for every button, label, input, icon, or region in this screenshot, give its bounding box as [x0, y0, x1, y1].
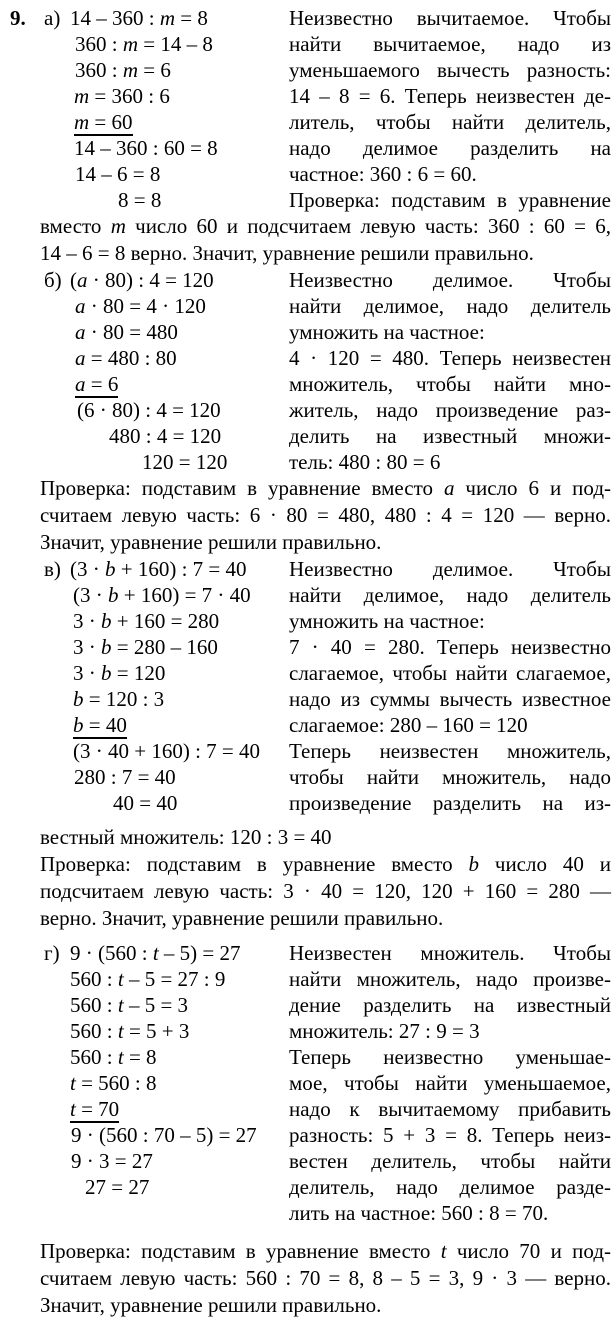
- part-label: г): [44, 941, 60, 965]
- explanation-column: [289, 267, 615, 475]
- part-a: [0, 5, 615, 213]
- equation-line: [73, 582, 289, 608]
- paragraph-line: подсчитаем левую часть: 3 · 40 = 120, 120 + 160 = 280 —: [40, 879, 611, 903]
- equations-column: [0, 267, 289, 475]
- part-g: [0, 940, 615, 1226]
- explanation-line: Проверка: подставим в уравнение: [289, 188, 611, 212]
- paragraph-line: Значит, уравнение решили правильно.: [40, 1293, 382, 1317]
- equation-text: 360 : m = 14 – 8: [75, 32, 213, 56]
- equation-line: [70, 992, 289, 1018]
- paragraph-line: считаем левую часть: 6 · 80 = 480, 480 : 4 = 120 — верно.: [40, 503, 611, 527]
- equation-line: [73, 660, 289, 686]
- parts-container: [0, 5, 615, 1319]
- explanation-line: Неизвестно вычитаемое. Чтобы: [289, 6, 611, 30]
- explanation-line: слагаемое, чтобы найти слагаемое,: [289, 661, 611, 685]
- problem-number: 9.: [10, 6, 26, 30]
- equation-line: [75, 293, 289, 319]
- equation-line: [44, 556, 289, 582]
- equation-text: 14 – 6 = 8: [75, 162, 161, 186]
- equation-text: 360 : m = 6: [75, 58, 171, 82]
- equations-column: [0, 940, 289, 1226]
- explanation-column: [289, 940, 615, 1226]
- part-label: а): [44, 6, 61, 30]
- equation-text: 480 : 4 = 120: [109, 424, 222, 448]
- equation-text: 120 = 120: [142, 450, 228, 474]
- explanation-line: произведение разделить на из-: [289, 791, 611, 815]
- equation-text: 560 : t – 5 = 3: [70, 993, 189, 1017]
- explanation-line: 7 · 40 = 280. Теперь неизвестно: [289, 635, 611, 659]
- part-b: [0, 267, 615, 475]
- equation-line: [74, 764, 289, 790]
- explanation-line: 14 – 8 = 6. Теперь неизвестен де-: [289, 84, 611, 108]
- equation-line: [142, 449, 289, 475]
- equation-line: [75, 57, 289, 83]
- check-paragraph-b: [0, 475, 615, 556]
- explanation-line: надо делимое разделить на: [289, 136, 611, 160]
- explanation-line: найти делимое, надо делитель: [289, 294, 611, 318]
- equation-text: b = 120 : 3: [73, 687, 165, 711]
- explanation-line: тель: 480 : 80 = 6: [289, 450, 441, 474]
- equation-text: a = 6: [75, 372, 119, 396]
- explanation-line: надо из суммы вычесть известное: [289, 687, 611, 711]
- paragraph-line: Проверка: подставим в уравнение вместо t число 70 и под-: [40, 1239, 611, 1263]
- paragraph-line: вестный множитель: 120 : 3 = 40: [40, 825, 332, 849]
- equation-line: [75, 319, 289, 345]
- equation-text: 14 – 360 : m = 8: [70, 6, 208, 30]
- explanation-line: вестен делитель, чтобы найти: [289, 1149, 611, 1173]
- equation-line: [75, 371, 289, 397]
- paragraph-line: Проверка: подставим в уравнение вместо b число 40 и: [40, 852, 611, 876]
- equation-line: [74, 135, 289, 161]
- explanation-line: литель, чтобы найти делитель,: [289, 110, 611, 134]
- paragraph-line: 14 – 6 = 8 верно. Значит, уравнение решили правильно.: [40, 241, 534, 265]
- equation-text: 3 · b = 280 – 160: [73, 635, 218, 659]
- equation-line: [70, 1096, 289, 1122]
- equation-line: [71, 1148, 289, 1174]
- equation-text: 560 : t = 8: [70, 1045, 157, 1069]
- equation-text: 14 – 360 : 60 = 8: [74, 136, 218, 160]
- paragraph-line: верно. Значит, уравнение решили правильно.: [40, 906, 444, 930]
- paragraph-line: вместо m число 60 и подсчитаем левую часть: 360 : 60 = 6,: [40, 214, 611, 238]
- equation-text: 560 : t – 5 = 27 : 9: [70, 967, 226, 991]
- equation-text: 9 · (560 : 70 – 5) = 27: [71, 1123, 257, 1147]
- explanation-line: умножить на частное:: [289, 609, 485, 633]
- equation-text: m = 60: [74, 110, 133, 134]
- equation-line: [44, 940, 289, 966]
- explanation-line: разность: 5 + 3 = 8. Теперь неиз-: [289, 1123, 611, 1147]
- equation-text: a = 480 : 80: [75, 346, 177, 370]
- explanation-line: мое, чтобы найти уменьшаемое,: [289, 1071, 611, 1095]
- check-paragraph-v: [0, 824, 615, 932]
- equation-line: [73, 712, 289, 738]
- equation-text: a · 80 = 480: [75, 320, 178, 344]
- explanation-line: найти вычитаемое, надо из: [289, 32, 611, 56]
- equation-text: (3 · b + 160) = 7 · 40: [73, 583, 251, 607]
- check-paragraph-a: [0, 213, 615, 267]
- explanation-line: слагаемое: 280 – 160 = 120: [289, 713, 528, 737]
- equation-line: [85, 1174, 289, 1200]
- explanation-line: делитель, надо делимое разде-: [289, 1175, 611, 1199]
- equation-text: 280 : 7 = 40: [74, 765, 176, 789]
- paragraph-line: считаем левую часть: 560 : 70 = 8, 8 – 5 = 3, 9 · 3 — верно.: [40, 1266, 611, 1290]
- explanation-column: [289, 556, 615, 816]
- equation-line: [113, 790, 289, 816]
- equation-text: 9 · 3 = 27: [71, 1149, 153, 1173]
- equation-line: [73, 738, 289, 764]
- equation-text: t = 70: [70, 1097, 120, 1121]
- equation-text: 40 = 40: [113, 791, 178, 815]
- explanation-line: лить на частное: 560 : 8 = 70.: [289, 1201, 549, 1225]
- part-v: [0, 556, 615, 816]
- explanation-line: житель, надо произведение раз-: [289, 398, 611, 422]
- paragraph-line: Значит, уравнение решили правильно.: [40, 530, 382, 554]
- equation-line: [73, 634, 289, 660]
- equation-line: [75, 161, 289, 187]
- equation-line: [77, 397, 289, 423]
- equation-text: 27 = 27: [85, 1175, 150, 1199]
- equation-text: 3 · b = 120: [73, 661, 166, 685]
- explanation-line: найти множитель, надо произве-: [289, 967, 611, 991]
- explanation-line: чтобы найти множитель, надо: [289, 765, 611, 789]
- explanation-line: дение разделить на известный: [289, 993, 611, 1017]
- equation-text: (3 · 40 + 160) : 7 = 40: [73, 739, 261, 763]
- equation-line: [74, 109, 289, 135]
- equation-text: (3 · b + 160) : 7 = 40: [70, 557, 247, 581]
- equations-column: [0, 556, 289, 816]
- equation-line: [70, 1070, 289, 1096]
- explanation-line: делить на известный множи-: [289, 424, 611, 448]
- equation-text: 8 = 8: [118, 188, 162, 212]
- equation-line: [70, 966, 289, 992]
- equation-line: [71, 1122, 289, 1148]
- explanation-line: частное: 360 : 6 = 60.: [289, 162, 477, 186]
- equation-line: [118, 187, 289, 213]
- equation-text: m = 360 : 6: [74, 84, 170, 108]
- equations-column: [0, 5, 289, 213]
- explanation-line: 4 · 120 = 480. Теперь неизвестен: [289, 346, 611, 370]
- equation-text: (6 · 80) : 4 = 120: [77, 398, 221, 422]
- equation-line: [109, 423, 289, 449]
- part-label: в): [44, 557, 61, 581]
- equation-line: [74, 83, 289, 109]
- equation-text: 9 · (560 : t – 5) = 27: [70, 941, 241, 965]
- equation-text: 3 · b + 160 = 280: [73, 609, 220, 633]
- equation-line: [70, 1044, 289, 1070]
- explanation-line: уменьшаемого вычесть разность:: [289, 58, 611, 82]
- check-paragraph-g: [0, 1238, 615, 1319]
- equation-text: (a · 80) : 4 = 120: [70, 268, 214, 292]
- explanation-line: Неизвестно делимое. Чтобы: [289, 557, 611, 581]
- equation-line: [75, 31, 289, 57]
- equation-text: 560 : t = 5 + 3: [70, 1019, 190, 1043]
- explanation-line: Теперь неизвестен множитель,: [289, 739, 611, 763]
- explanation-line: Неизвестно делимое. Чтобы: [289, 268, 611, 292]
- explanation-line: множитель, чтобы найти мно-: [289, 372, 611, 396]
- explanation-column: [289, 5, 615, 213]
- paragraph-line: Проверка: подставим в уравнение вместо a число 6 и под-: [40, 476, 611, 500]
- equation-line: [73, 608, 289, 634]
- equation-line: [73, 686, 289, 712]
- equation-line: [44, 267, 289, 293]
- explanation-line: умножить на частное:: [289, 320, 485, 344]
- explanation-line: множитель: 27 : 9 = 3: [289, 1019, 480, 1043]
- part-label: б): [44, 268, 62, 292]
- equation-line: [44, 5, 289, 31]
- explanation-line: надо к вычитаемому прибавить: [289, 1097, 611, 1121]
- equation-line: [70, 1018, 289, 1044]
- explanation-line: Теперь неизвестно уменьшае-: [289, 1045, 611, 1069]
- equation-line: [75, 345, 289, 371]
- explanation-line: Неизвестен множитель. Чтобы: [289, 941, 611, 965]
- explanation-line: найти делимое, надо делитель: [289, 583, 611, 607]
- equation-text: b = 40: [73, 713, 127, 737]
- equation-text: a · 80 = 4 · 120: [75, 294, 206, 318]
- equation-text: t = 560 : 8: [70, 1071, 157, 1095]
